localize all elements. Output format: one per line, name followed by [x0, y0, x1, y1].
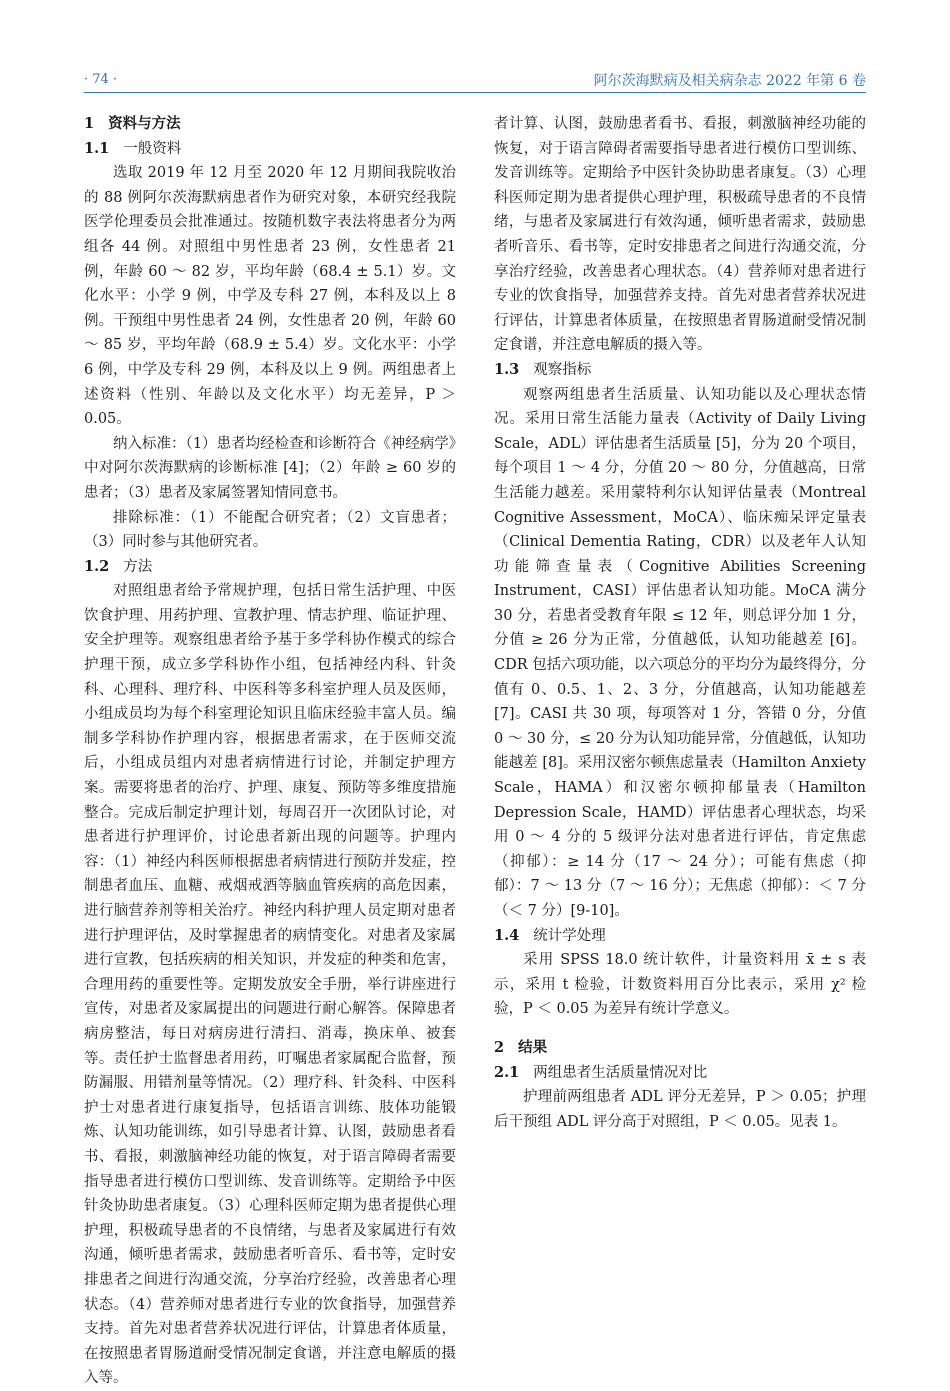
subsection-heading-1-1: 1.1 一般资料: [84, 139, 182, 157]
paragraph-results-adl: 护理前两组患者 ADL 评分无差异，P ＞ 0.05；护理后干预组 ADL 评分高于对照组，P ＜ 0.05。见表 1。: [494, 1089, 866, 1130]
paragraph-methods: 对照组患者给予常规护理，包括日常生活护理、中医饮食护理、用药护理、宣教护理、情志护理、临证护理、安全护理等。观察组患者给予基于多学科协作模式的综合护理干预，成立多学科协作小组，包括神经内科、针灸科、心理科、理疗科、中医科等多科室护理人员及医师，小组成员均为每个科室理论知识且临床经验丰富人员。编制多学科协作护理内容，根据患者需求，在于医师交流后，小组成员组内对患者病情进行讨论，并制定护理方案。需要将患者的治疗、护理、康复、预防等多维度措施整合。完成后制定护理计划，每周召开一次团队讨论，对患者进行护理评价，讨论患者新出现的问题等。护理内容：（1）神经内科医师根据患者病情进行预防并发症，控制患者血压、血糖、戒烟戒酒等脑血管疾病的高危因素，进行脑营养剂等相关治疗。神经内科护理人员定期对患者进行护理评估，及时掌握患者的病情变化。对患者及家属进行宣教，包括疾病的相关知识，并发症的种类和危害，合理用药的重要性等。定期发放安全手册，举行讲座进行宣传，对患者及家属提出的问题进行耐心解答。保障患者病房整洁，每日对病房进行清扫、消毒，换床单、被套等。责任护士监督患者用药，叮嘱患者家属配合监督，预防漏服、用错剂量等情况。（2）理疗科、针灸科、中医科护士对患者进行康复指导，包括语言训练、肢体功能锻炼、认知功能训练，如引导患者计算、认图，鼓励患者看书、看报，刺激脑神经功能的恢复，对于语言障碍者需要指导患者进行模仿口型训练、发音训练等。定期给予中医针灸协助患者康复。（3）心理科医师定期为患者提供心理护理，积极疏导患者的不良情绪，与患者及家属进行有效沟通，倾听患者需求，鼓励患者听音乐、看书等，定时安排患者之间进行沟通交流，分享治疗经验，改善患者心理状态。（4）营养师对患者进行专业的饮食指导，加强营养支持。首先对患者营养状况进行评估，计算患者体质量，在按照患者胃肠道耐受情况制定食谱，并注意电解质的摄入等。: [84, 583, 456, 1387]
journal-title: 阿尔茨海默病及相关病杂志 2022 年第 6 卷: [593, 73, 866, 89]
paragraph-methods-continued: 者计算、认图，鼓励患者看书、看报，刺激脑神经功能的恢复，对于语言障碍者需要指导患者进行模仿口型训练、发音训练等。定期给予中医针灸协助患者康复。（3）心理科医师定期为患者提供心理护理，积极疏导患者的不良情绪，与患者及家属进行有效沟通，倾听患者需求，鼓励患者听音乐、看书等，定时安排患者之间进行沟通交流，分享治疗经验，改善患者心理状态。（4）营养师对患者进行专业的饮食指导，加强营养支持。首先对患者营养状况进行评估，计算患者体质量，在按照患者胃肠道耐受情况制定食谱，并注意电解质的摄入等。: [494, 116, 866, 354]
subsection-heading-2-1: 2.1 两组患者生活质量情况对比: [494, 1063, 708, 1081]
section-heading-1: 1 资料与方法: [84, 115, 181, 132]
paragraph-observation-indicators: 观察两组患者生活质量、认知功能以及心理状态情况。采用日常生活能力量表（Activity of Daily Living Scale，ADL）评估患者生活质量 [5]，分为 20 个项目，每个项目 1 ～ 4 分，分值 20 ～ 80 分，分值越高，日常生活能力越差。采用蒙特利尔认知评估量表（Montreal Cognitive Assessment，MoCA）、临床痴呆评定量表（Clinical Dementia Rating，CDR）以及老年人认知功能筛查量表（Cognitive Abilities Screening Instrument，CASI）评估患者认知功能。MoCA 满分 30 分，若患者受教育年限 ≤ 12 年，则总评分加 1 分，分值 ≥ 26 分为正常，分值越低，认知功能越差 [6]。CDR 包括六项功能，以六项总分的平均分为最终得分，分值有 0、0.5、1、2、3 分，分值越高，认知功能越差 [7]。CASI 共 30 项，每项答对 1 分，答错 0 分，分值 0 ～ 30 分，≤ 20 分为认知功能异常，分值越低，认知功能越差 [8]。采用汉密尔顿焦虑量表（Hamilton Anxiety Scale，HAMA）和汉密尔顿抑郁量表（Hamilton Depression Scale，HAMD）评估患者心理状态，均采用 0 ～ 4 分的 5 级评分法对患者进行评估，肯定焦虑（抑郁）：≥ 14 分（17 ～ 24 分）；可能有焦虑（抑郁）：7 ～ 13 分（7 ～ 16 分）；无焦虑（抑郁）：＜ 7 分（＜ 7 分）[9-10]。: [494, 386, 866, 919]
section-heading-2: 2 结果: [494, 1038, 548, 1056]
subsection-heading-1-4: 1.4 统计学处理: [494, 926, 606, 944]
paragraph-inclusion-criteria: 纳入标准：（1）患者均经检查和诊断符合《神经病学》中对阿尔茨海默病的诊断标准 [4]；（2）年龄 ≥ 60 岁的患者；（3）患者及家属签署知情同意书。: [84, 435, 456, 501]
left-column: [84, 112, 456, 1387]
page-number: · 74 ·: [84, 72, 118, 87]
paragraph-exclusion-criteria: 排除标准：（1）不能配合研究者；（2）文盲患者；（3）同时参与其他研究者。: [84, 509, 456, 551]
running-header: [84, 62, 866, 93]
paragraph-general-data: 选取 2019 年 12 月至 2020 年 12 月期间我院收治的 88 例阿尔茨海默病患者作为研究对象，本研究经我院医学伦理委员会批准通过。按随机数字表法将患者分为两组各 44 例。对照组中男性患者 23 例，女性患者 21 例，年龄 60 ～ 82 岁，平均年龄（68.4 ± 5.1）岁。文化水平：小学 9 例，中学及专科 27 例，本科及以上 8 例。干预组中男性患者 24 例，女性患者 20 例，年龄 60 ～ 85 岁，平均年龄（68.9 ± 5.4）岁。文化水平：小学 6 例，中学及专科 29 例，本科及以上 9 例。两组患者上述资料（性别、年龄以及文化水平）均无差异，P ＞ 0.05。: [84, 165, 456, 428]
paragraph-statistics: 采用 SPSS 18.0 统计软件，计量资料用 x̄ ± s 表示，采用 t 检验，计数资料用百分比表示，采用 χ² 检验，P ＜ 0.05 为差异有统计学意义。: [494, 952, 866, 1018]
subsection-heading-1-3: 1.3 观察指标: [494, 360, 592, 378]
subsection-heading-1-2: 1.2 方法: [84, 557, 153, 575]
right-column: [494, 112, 866, 1134]
